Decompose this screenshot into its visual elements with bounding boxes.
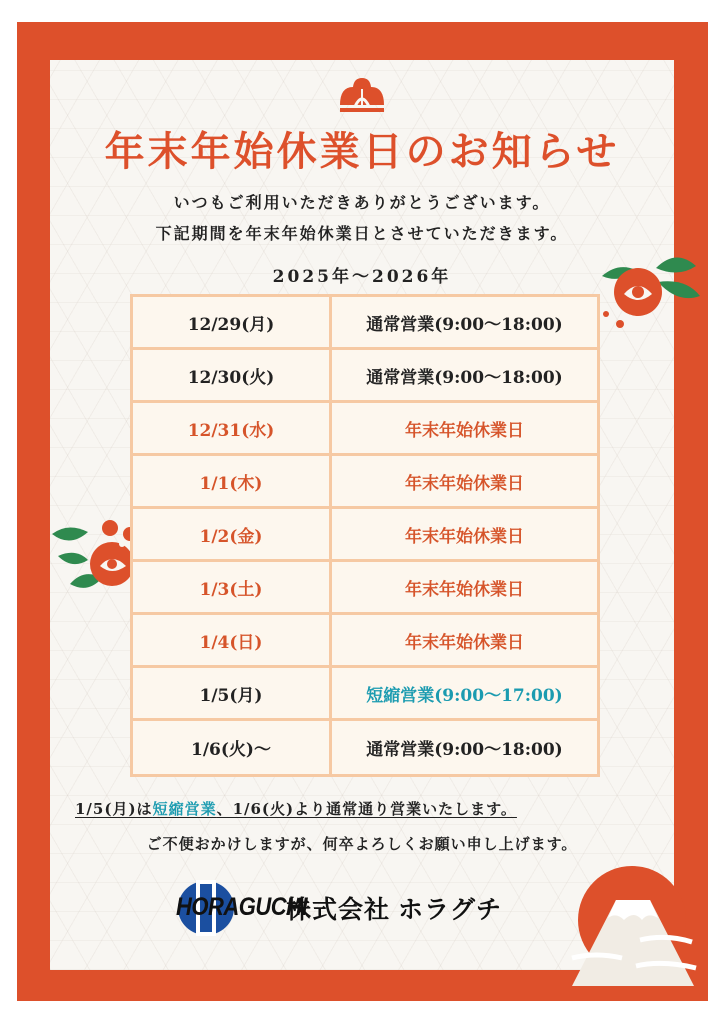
schedule-status: 年末年始休業日 [332, 456, 597, 506]
schedule-status: 年末年始休業日 [332, 509, 597, 559]
schedule-table [130, 294, 600, 777]
schedule-date: 12/31(水) [133, 403, 329, 453]
schedule-status: 年末年始休業日 [332, 562, 597, 612]
note-highlight: 短縮営業 [152, 800, 217, 818]
mount-fuji-icon [566, 862, 700, 986]
schedule-row [133, 297, 597, 350]
period-heading: 2025年～2026年 [272, 267, 452, 287]
schedule-date: 1/4(日) [133, 615, 329, 665]
schedule-status: 通常営業(9:00～18:00) [332, 721, 597, 774]
schedule-row [133, 403, 597, 456]
schedule-date: 12/29(月) [133, 297, 329, 347]
schedule-status: 年末年始休業日 [332, 403, 597, 453]
note-date: 1/5(月)は [75, 800, 153, 818]
schedule-row [133, 456, 597, 509]
schedule-date: 1/1(木) [133, 456, 329, 506]
logo-wordmark: HORAGUCHI [176, 892, 308, 921]
company-logo [176, 880, 308, 936]
company-signature [176, 880, 502, 936]
schedule-row [133, 721, 597, 774]
intro-line-2: 下記期間を年末年始休業日とさせていただきます。 [155, 224, 569, 243]
intro-line-1: いつもご利用いただきありがとうございます。 [173, 193, 551, 212]
note-rest: 、1/6(火)より通常通り営業いたします。 [216, 800, 517, 818]
camellia-icon [596, 248, 702, 334]
note-line-2: ご不便おかけしますが、何卒よろしくお願い申し上げます。 [146, 835, 578, 853]
schedule-date: 1/5(月) [133, 668, 329, 718]
schedule-row [133, 668, 597, 721]
schedule-date: 1/6(火)～ [133, 721, 329, 774]
schedule-row [133, 615, 597, 668]
schedule-row [133, 350, 597, 403]
schedule-row [133, 562, 597, 615]
schedule-status: 年末年始休業日 [332, 615, 597, 665]
schedule-date: 1/3(土) [133, 562, 329, 612]
schedule-date: 12/30(火) [133, 350, 329, 400]
page-title: 年末年始休業日のお知らせ [104, 128, 620, 175]
company-name: 株式会社 ホラグチ [286, 896, 502, 924]
ume-blossom-icon [337, 75, 387, 115]
schedule-status: 通常営業(9:00～18:00) [332, 350, 597, 400]
schedule-status: 通常営業(9:00～18:00) [332, 297, 597, 347]
schedule-status: 短縮営業(9:00～17:00) [332, 668, 597, 718]
schedule-date: 1/2(金) [133, 509, 329, 559]
schedule-row [133, 509, 597, 562]
note-line-1 [75, 798, 655, 819]
